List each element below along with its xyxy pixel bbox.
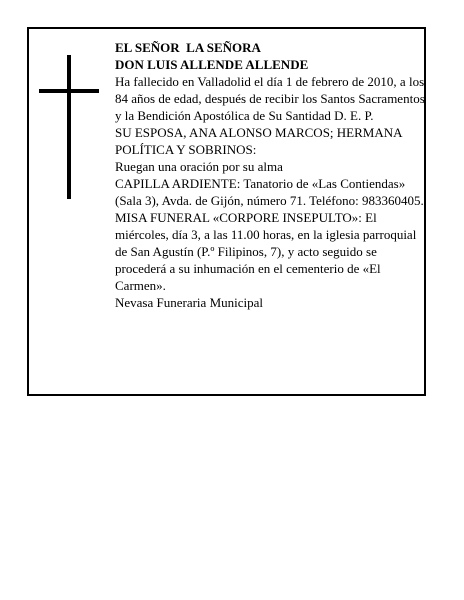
obituary-notice: [27, 27, 426, 396]
cross-vertical-bar: [67, 55, 71, 199]
cross-icon: [39, 55, 99, 199]
chapel-paragraph: CAPILLA ARDIENTE: Tanatorio de «Las Contiendas» (Sala 3), Avda. de Gijón, número 71. Teléfono: 983360405.: [115, 176, 424, 208]
header-line: EL SEÑOR LA SEÑORA: [115, 40, 261, 55]
deceased-name: DON LUIS ALLENDE ALLENDE: [115, 57, 309, 72]
cross-horizontal-bar: [39, 89, 99, 93]
prayer-request: Ruegan una oración por su alma: [115, 159, 283, 174]
funeral-home: Nevasa Funeraria Municipal: [115, 295, 264, 310]
notice-text-block: [115, 39, 425, 311]
funeral-paragraph: MISA FUNERAL «CORPORE INSEPULTO»: El miércoles, día 3, a las 11.00 horas, en la iglesia parroquial de San Agustín (P.º Filipinos, 7), y acto seguido se procederá a su inhumación en el cementerio de «El Carmen».: [115, 210, 417, 293]
death-paragraph: Ha fallecido en Valladolid el día 1 de febrero de 2010, a los 84 años de edad, después de recibir los Santos Sacramentos y la Bendición Apostólica de Su Santidad D. E. P.: [115, 74, 425, 123]
family-paragraph: SU ESPOSA, ANA ALONSO MARCOS; HERMANA POLÍTICA Y SOBRINOS:: [115, 125, 402, 157]
